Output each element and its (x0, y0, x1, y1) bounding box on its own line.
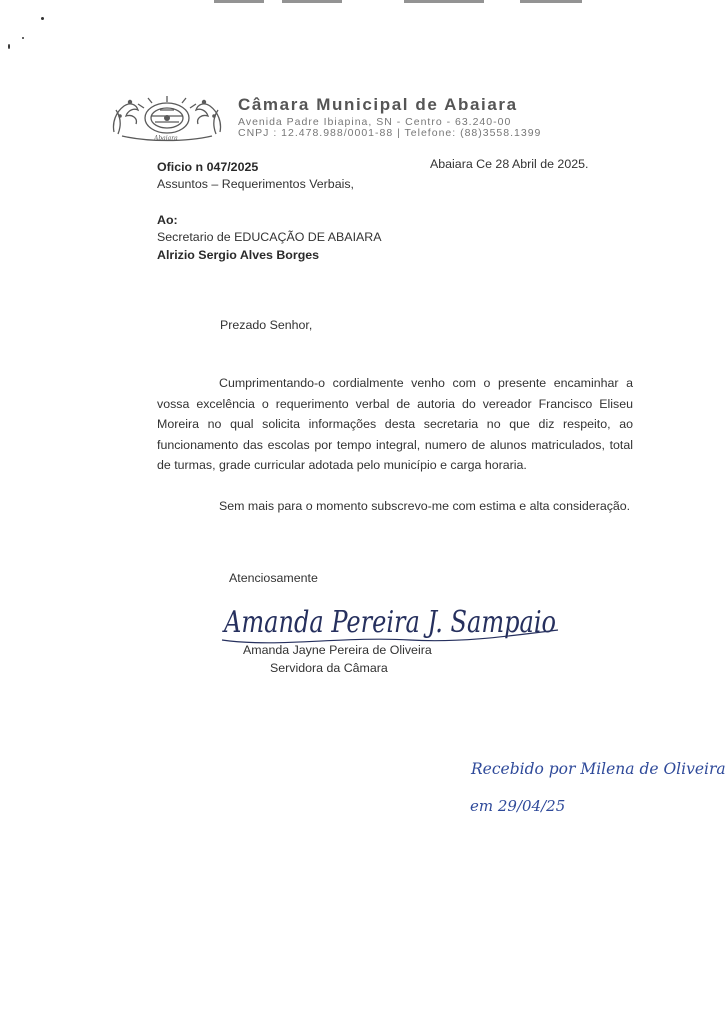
recipient-label: Ao: (157, 213, 178, 227)
scan-speck (22, 37, 24, 39)
recipient-role: Secretario de EDUCAÇÃO DE ABAIARA (157, 230, 382, 244)
organization-contact: CNPJ : 12.478.988/0001-88 | Telefone: (88)3558.1399 (238, 127, 542, 139)
valediction: Atenciosamente (229, 571, 318, 585)
office-number: Oficio n 047/2025 (157, 160, 259, 174)
salutation: Prezado Senhor, (220, 318, 313, 332)
receipt-date: em 29/04/25 (470, 797, 566, 815)
crest-motto: Abaiara (154, 135, 178, 142)
closing-paragraph: Sem mais para o momento subscrevo-me com estima e alta consideração. (219, 499, 631, 513)
scan-speck (41, 17, 44, 20)
scan-edge-mark (282, 0, 342, 3)
place-and-date: Abaiara Ce 28 Abril de 2025. (430, 157, 589, 171)
signature-script: Amanda Pereira J. Sampaio (221, 605, 556, 640)
scan-speck (8, 44, 10, 49)
body-paragraph: Cumprimentando-o cordialmente venho com o presente encaminhar a vossa excelência o requerimento verbal de autoria do vereador Francisco Eliseu Moreira no qual solicita informações desta secretaria no que diz respeito, ao funcionamento das escolas por tempo integral, numero de alunos matriculados, total de turmas, grade curricular adotada pelo município e carga horaria. (157, 376, 633, 472)
signer-name: Amanda Jayne Pereira de Oliveira (243, 643, 432, 657)
scan-edge-mark (404, 0, 484, 3)
municipal-crest-icon (108, 94, 226, 142)
recipient-name: Alrizio Sergio Alves Borges (157, 248, 320, 262)
scan-edge-mark (214, 0, 264, 3)
signer-role: Servidora da Câmara (270, 661, 388, 675)
organization-address: Avenida Padre Ibiapina, SN - Centro - 63.240-00 (238, 116, 512, 128)
scan-edge-mark (520, 0, 582, 3)
organization-name: Câmara Municipal de Abaiara (238, 95, 518, 114)
receipt-note-line: Recebido por Milena de Oliveira (471, 760, 726, 778)
subject-line: Assuntos – Requerimentos Verbais, (157, 177, 354, 191)
